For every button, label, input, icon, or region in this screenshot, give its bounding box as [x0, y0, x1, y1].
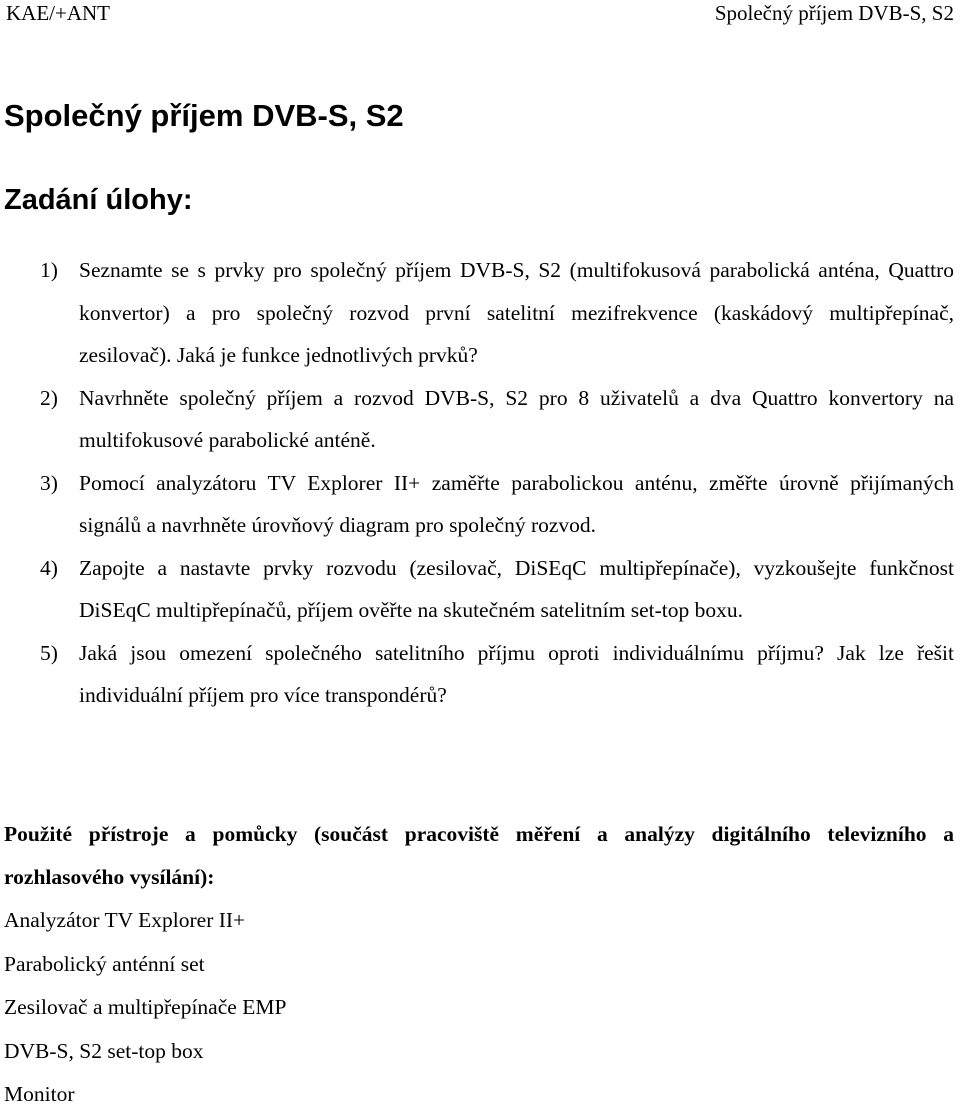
task-text: Navrhněte společný příjem a rozvod DVB-S, S2 pro 8 uživatelů a dva Quattro konvertory na multifokusové parabolické anténě.: [79, 385, 954, 452]
tools-heading: Použité přístroje a pomůcky (součást pracoviště měření a analýzy digitálního televizního a rozhlasového vysílání):: [4, 822, 954, 889]
task-item: [40, 377, 954, 462]
page-title: Společný příjem DVB-S, S2: [4, 98, 404, 133]
tools-list: [4, 899, 286, 1117]
tool-item: Monitor: [4, 1082, 75, 1106]
task-number: 3): [40, 470, 58, 495]
task-number: 5): [40, 640, 58, 665]
task-text: Jaká jsou omezení společného satelitního příjmu oproti individuálnímu příjmu? Jak lze řešit individuální příjem pro více transpondérů?: [79, 640, 954, 707]
header-document-title: Společný příjem DVB-S, S2: [714, 1, 954, 25]
task-item: [40, 632, 954, 717]
task-list: [40, 249, 954, 717]
header-course-code: KAE/+ANT: [6, 1, 110, 25]
task-text: Pomocí analyzátoru TV Explorer II+ zaměřte parabolickou anténu, změřte úrovně přijímaných signálů a navrhněte úrovňový diagram pro společný rozvod.: [79, 470, 954, 537]
tool-item: DVB-S, S2 set-top box: [4, 1038, 204, 1063]
task-text: Zapojte a nastavte prvky rozvodu (zesilovač, DiSEqC multipřepínače), vyzkoušejte funkčnost DiSEqC multipřepínačů, příjem ověřte na skutečném satelitním set-top boxu.: [79, 555, 954, 622]
tool-item: Parabolický anténní set: [4, 951, 205, 976]
page-header: [6, 0, 954, 26]
task-item: [40, 462, 954, 547]
assignment-heading: Zadání úlohy:: [4, 184, 193, 216]
task-item: [40, 547, 954, 632]
tool-item: Zesilovač a multipřepínače EMP: [4, 995, 287, 1019]
task-number: 1): [40, 258, 58, 282]
task-item: [40, 249, 954, 377]
task-number: 2): [40, 385, 58, 410]
task-text: Seznamte se s prvky pro společný příjem DVB-S, S2 (multifokusová parabolická anténa, Quattro konvertor) a pro společný rozvod první satelitní mezifrekvence (kaskádový multipřepínač, zesilovač). Jaká je funkce jednotlivých prvků?: [79, 258, 954, 367]
task-number: 4): [40, 555, 58, 580]
tool-item: Analyzátor TV Explorer II+: [4, 908, 246, 932]
